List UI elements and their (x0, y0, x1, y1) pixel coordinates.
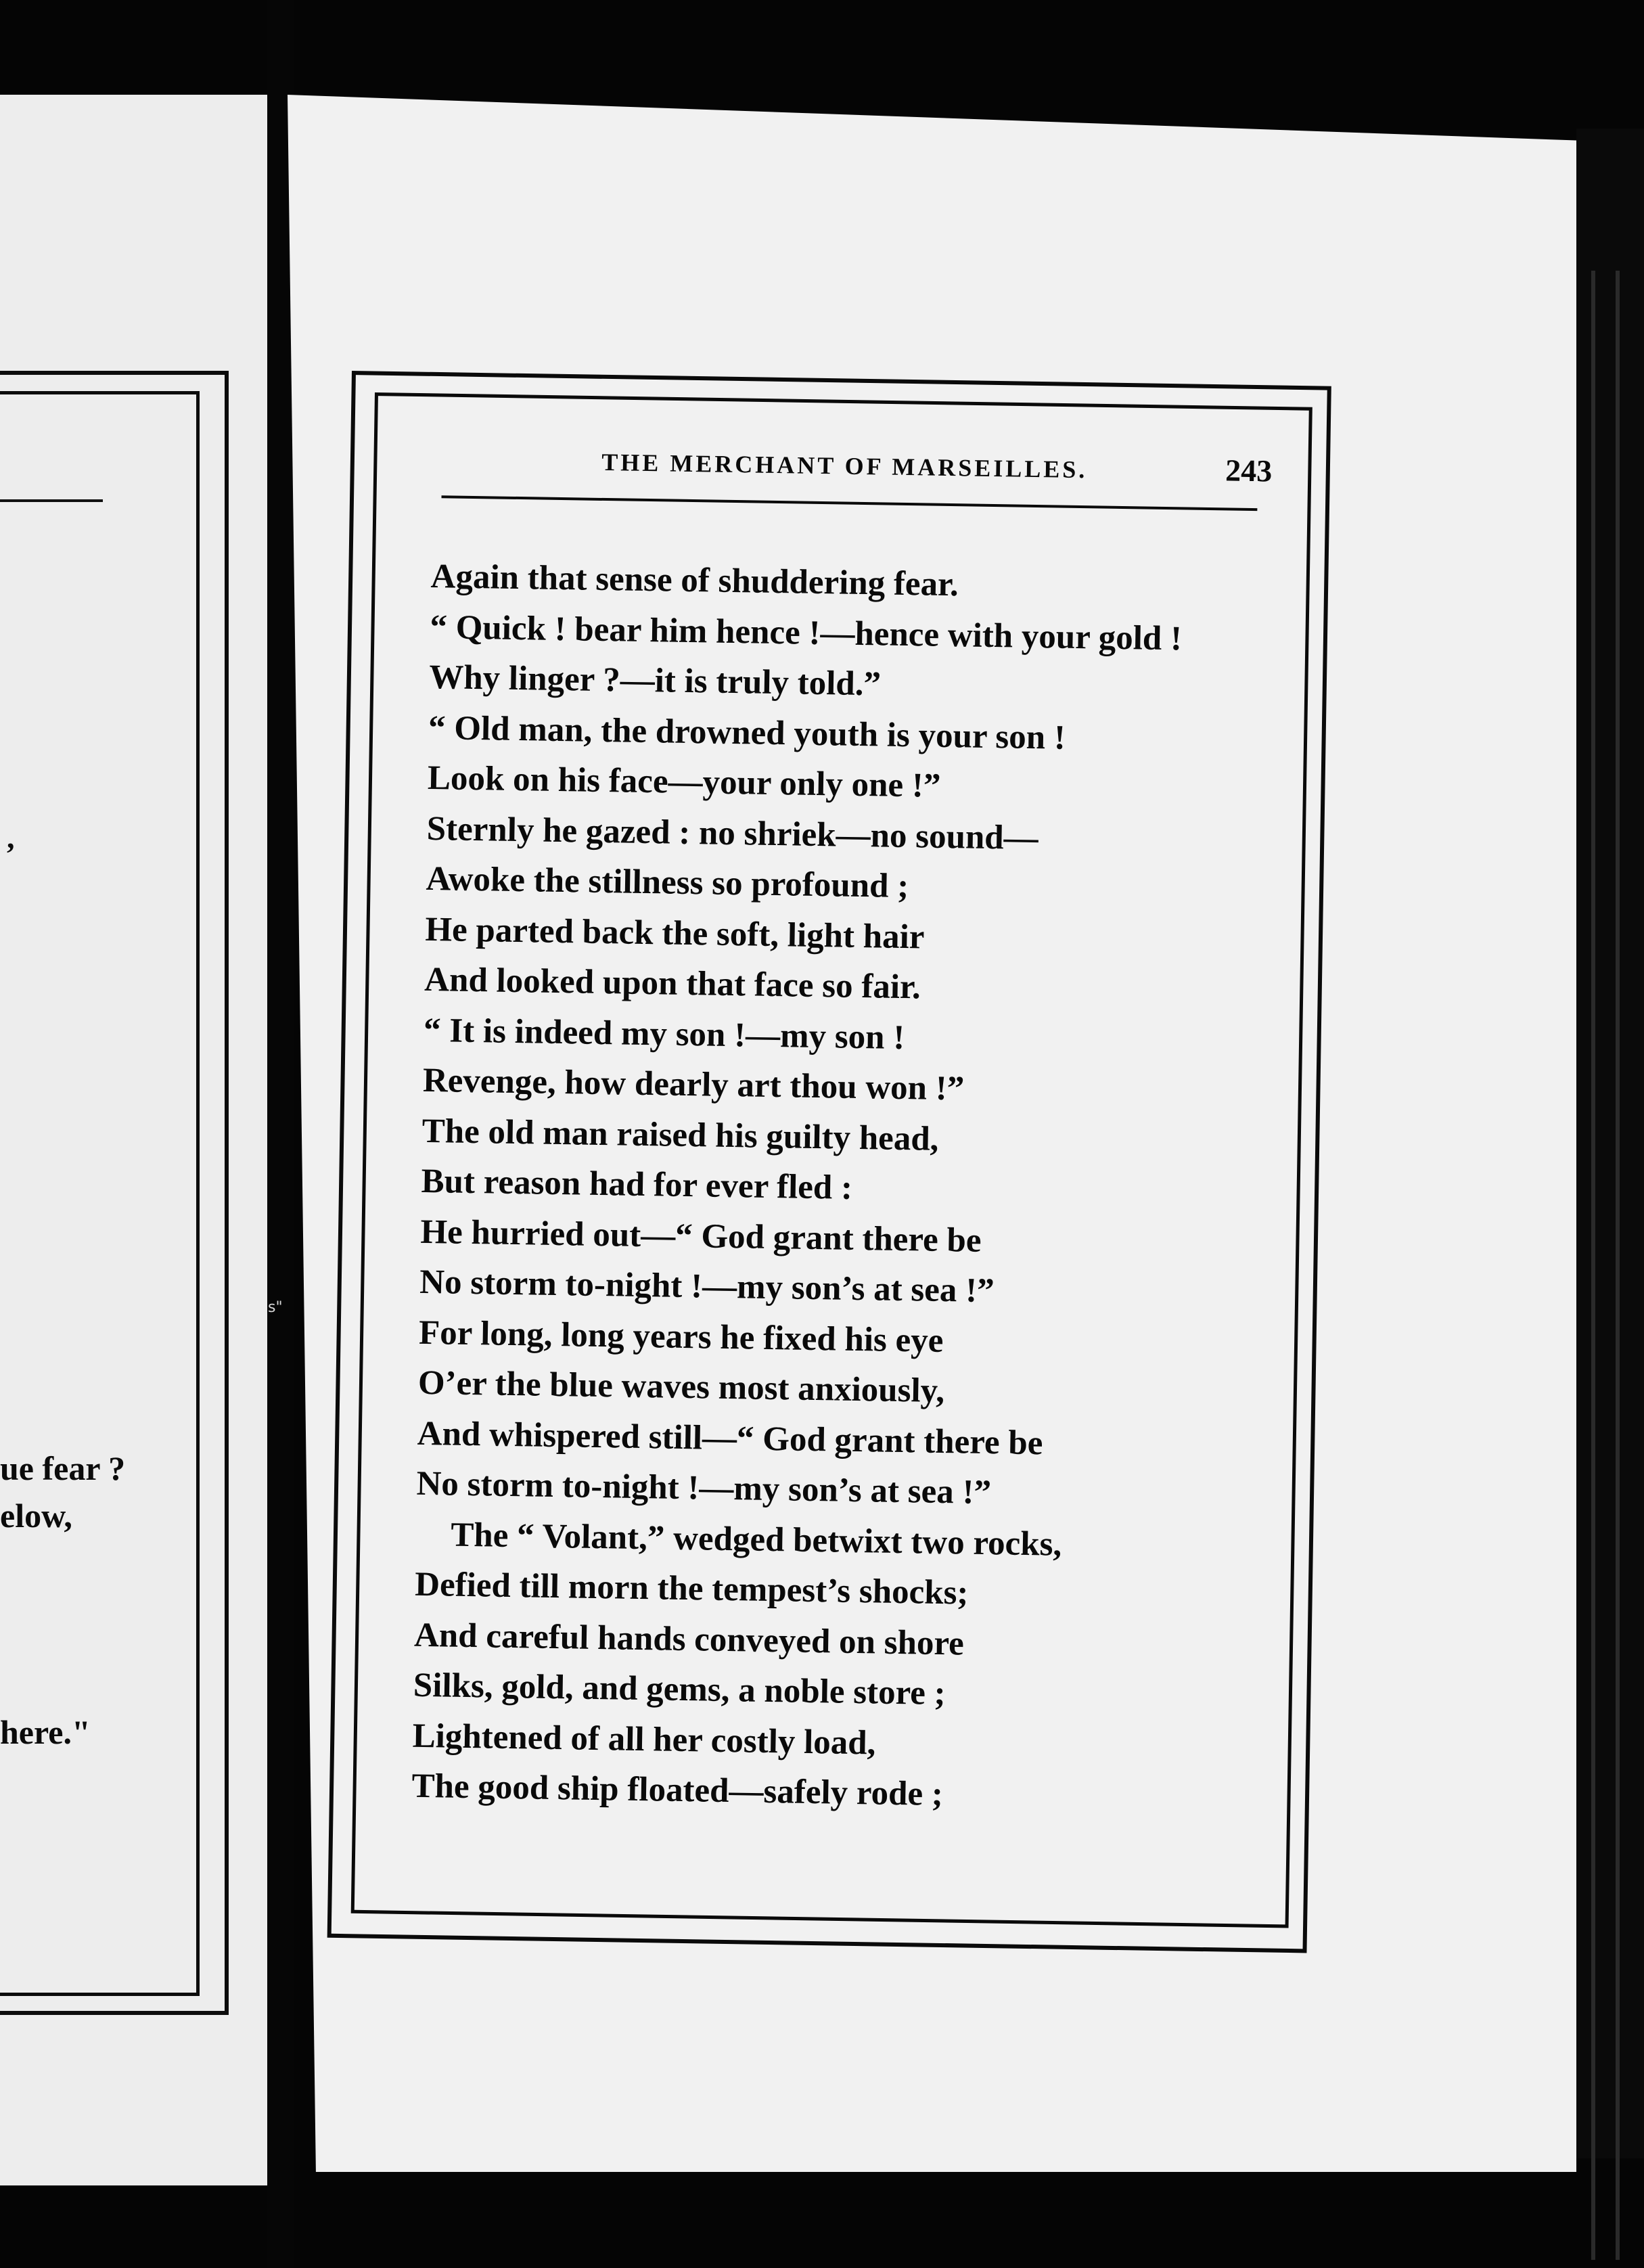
book-gutter (267, 0, 294, 2268)
previous-page-head-rule (0, 499, 103, 502)
previous-page-text-fragment: ue fear ? (0, 1449, 126, 1487)
verse-line: But reason had for ever fled : (421, 1162, 853, 1207)
verse-line: Awoke the stillness so profound ; (426, 859, 909, 906)
verse-line: The old man raised his guilty head, (421, 1112, 939, 1158)
verse-line: He hurried out—“ God grant there be (420, 1212, 982, 1260)
verse-line: No storm to-night !—my son’s at sea !” (416, 1464, 992, 1512)
verse-line: Silks, gold, and gems, a noble store ; (413, 1666, 946, 1713)
verse-line: “ Quick ! bear him hence !—hence with your gold ! (430, 608, 1183, 658)
previous-page-text-fragment: , (7, 820, 15, 855)
verse-line: The “ Volant,” wedged betwixt two rocks, (450, 1516, 1062, 1564)
book-spine (1576, 129, 1644, 2158)
verse-line: Sternly he gazed : no shriek—no sound— (426, 809, 1039, 857)
verse-line: No storm to-night !—my son’s at sea !” (419, 1263, 995, 1311)
verse-line: For long, long years he fixed his eye (418, 1313, 944, 1360)
running-title: THE MERCHANT OF MARSEILLES. (601, 448, 1088, 484)
verse-line: Defied till morn the tempest’s shocks; (414, 1565, 969, 1612)
verse-line: Lightened of all her costly load, (412, 1717, 876, 1763)
verse-line: Revenge, how dearly art thou won !” (422, 1061, 965, 1108)
verse-line: He parted back the soft, light hair (425, 910, 925, 956)
verse-line: Look on his face—your only one !” (427, 758, 941, 805)
page-number: 243 (1225, 453, 1273, 489)
verse-line: And whispered still—“ God grant there be (417, 1414, 1043, 1462)
verse-line: “ It is indeed my son !—my son ! (423, 1011, 905, 1057)
spine-edge-line (1616, 271, 1620, 2260)
previous-page-text-fragment: here." (0, 1713, 91, 1751)
verse-line: And looked upon that face so fair. (424, 960, 921, 1007)
previous-page (0, 95, 267, 2185)
previous-page-text-fragment: elow, (0, 1497, 72, 1535)
verse-line: And careful hands conveyed on shore (413, 1616, 965, 1663)
poem-verse (411, 551, 1290, 1825)
verse-line: The good ship floated—safely rode ; (411, 1767, 944, 1814)
verse-line: O’er the blue waves most anxiously, (417, 1363, 945, 1411)
gutter-mark: s" (268, 1299, 283, 1316)
verse-line: “ Old man, the drowned youth is your son ! (428, 708, 1066, 757)
spine-edge-line (1591, 271, 1595, 2260)
verse-line: Why linger ?—it is truly told.” (428, 658, 882, 704)
previous-page-inner-border (0, 391, 200, 1996)
verse-line: Again that sense of shuddering fear. (430, 557, 959, 604)
